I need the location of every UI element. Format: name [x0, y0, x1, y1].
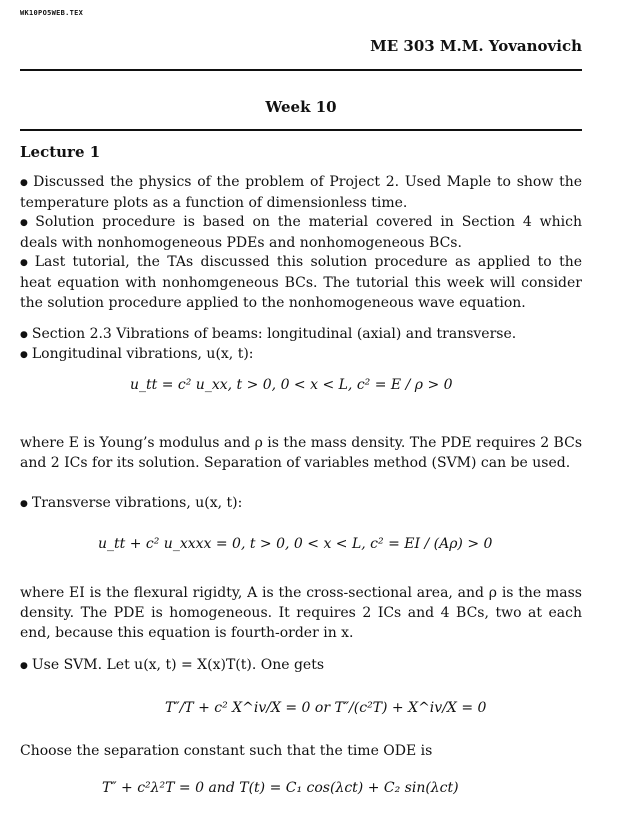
bullet-use-svm [20, 655, 582, 676]
paragraph-flexural-rigidity: where EI is the flexural rigidty, A is the cross-sectional area, and ρ is the mass density. The PDE is homogeneous. It requires 2 ICs and 4 BCs, two at each end, because this equation is fourth-order in x. [20, 585, 582, 641]
bullet-last-tutorial [20, 252, 582, 313]
bullet-icon: ● [20, 661, 28, 671]
bullet-text: Use SVM. Let u(x, t) = X(x)T(t). One gets [31, 657, 325, 673]
lecture-heading: Lecture 1 [20, 143, 101, 161]
course-header: ME 303 M.M. Yovanovich [370, 37, 582, 55]
bullet-transverse [20, 493, 582, 514]
bullet-section-2-3 [20, 324, 582, 345]
top-rule [20, 69, 582, 71]
bullet-text: Solution procedure is based on the material covered in Section 4 which deals with nonhomogeneous PDEs and nonhomogeneous BCs. [20, 214, 582, 251]
bullet-icon: ● [20, 258, 31, 268]
bullet-icon: ● [20, 350, 28, 360]
equation-longitudinal: u_tt = c² u_xx, t > 0, 0 < x < L, c² = E / ρ > 0 [130, 377, 453, 393]
bullet-text: Discussed the physics of the problem of Project 2. Used Maple to show the temperature plots as a function of dimensionless time. [20, 174, 582, 211]
bullet-icon: ● [20, 178, 30, 188]
bullet-text: Transverse vibrations, u(x, t): [31, 495, 243, 511]
equation-separated: T″/T + c² X^iv/X = 0 or T″/(c²T) + X^iv/X = 0 [165, 700, 487, 716]
bullet-longitudinal [20, 344, 582, 365]
equation-transverse: u_tt + c² u_xxxx = 0, t > 0, 0 < x < L, c² = EI / (Aρ) > 0 [98, 536, 493, 552]
bullet-text: Longitudinal vibrations, u(x, t): [31, 346, 254, 362]
paragraph-choose-constant: Choose the separation constant such that the time ODE is [20, 743, 433, 759]
second-rule [20, 129, 582, 131]
week-title: Week 10 [265, 98, 337, 116]
bullet-icon: ● [20, 218, 32, 228]
paragraph-youngs-modulus: where E is Young’s modulus and ρ is the mass density. The PDE requires 2 BCs and 2 ICs for its solution. Separation of variables method (SVM) can be used. [20, 435, 582, 471]
bullet-icon: ● [20, 330, 28, 340]
bullet-text: Section 2.3 Vibrations of beams: longitudinal (axial) and transverse. [31, 326, 517, 342]
equation-time-ode: T″ + c²λ²T = 0 and T(t) = C₁ cos(λct) + C₂ sin(λct) [102, 780, 459, 796]
bullet-solution-procedure [20, 212, 582, 253]
bullet-text: Last tutorial, the TAs discussed this solution procedure as applied to the heat equation with nonhomgeneous BCs. The tutorial this week will consider the solution procedure applied to the nonhomogeneous wave equation. [20, 254, 582, 311]
file-tag: WK10PO5WEB.TEX [20, 9, 84, 17]
bullet-icon: ● [20, 499, 28, 509]
bullet-project2 [20, 172, 582, 213]
